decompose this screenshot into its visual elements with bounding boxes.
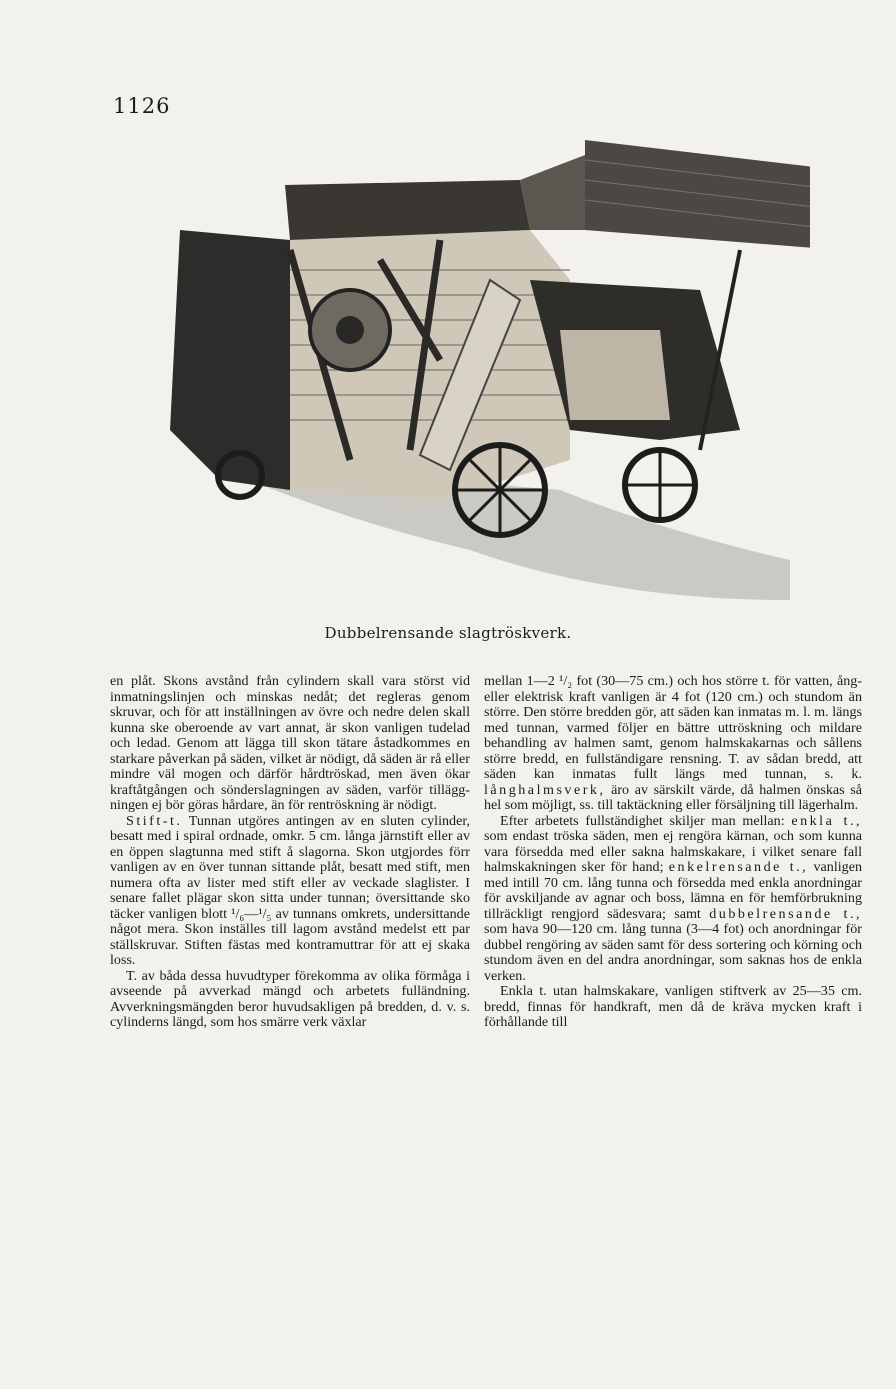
term-enkelrensande: enkelrensande t., bbox=[668, 859, 809, 875]
paragraph: en plåt. Skons avstånd från cylindern skall vara störst vid inmatningslinjen och minskas nedåt; det regleras genom skruvar, och för att inställningen av övre och nedre delen skall kunna ske oberoende av vart annat, är skon vanligen tudelad och ledad. Genom att lägga till skon tätare åstadkommes en starkare påverkan på säden, vilket är nödigt, då säden är rå eller mindre väl mogen och därför hårdtröskad, men även ökar kraftåtgången och sönderslagningen av säden, varför tilläggningen ej bör göras hårdare, än för rentröskning är nödigt. bbox=[110, 673, 470, 813]
paragraph-text: mellan 1—2 ¹/₂ fot (30—75 cm.) och hos större t. för vatten, ång- eller elektrisk kraft vanligen är 4 fot (120 cm.) och stundom än större. Den större bredden gör, att säden kan inmatas m. l. m. längs med tunnan, varmed följer en bättre uttröskning och mildare behandling av halmen samt, genom halmskakarnas och sållens större bredd, en fullständigare rensning. T. av sådan bredd, att säden kan inmatas fullt längs med tunnan, s. k. bbox=[484, 673, 862, 782]
paragraph-text: som endast tröska säden, men ej rengöra kärnan, och som kunna vara försedda med eller sakna halmskakare, i vilket senare fall halmskakningen sker för hand; bbox=[484, 828, 862, 875]
paragraph bbox=[484, 674, 862, 814]
paragraph: Enkla t. utan halmskakare, vanligen stiftverk av 25—35 cm. bredd, finnas för handkraft, men då de kräva mycken kraft i förhållande till bbox=[484, 983, 862, 1030]
term-dubbelrensande: dubbelrensande t., bbox=[709, 905, 863, 922]
paragraph-text: som hava 90—120 cm. lång tunna (3—4 fot) och anordningar för dubbel rengöring av säden samt för dess sortering och körning och stundom även en del andra anordningar, som saknas hos de enkla verken. bbox=[484, 921, 862, 984]
term-enkla: enkla t., bbox=[791, 812, 862, 829]
paragraph bbox=[484, 814, 862, 985]
paragraph bbox=[110, 814, 470, 969]
page-number: 1126 bbox=[113, 94, 171, 118]
paragraph-text: Efter arbetets fullständighet skiljer man mellan: bbox=[500, 812, 785, 829]
term-stift: Stift-t. bbox=[126, 812, 183, 829]
threshing-machine-illustration bbox=[140, 130, 810, 620]
right-column bbox=[484, 674, 862, 1031]
left-column bbox=[110, 674, 470, 1031]
paragraph-text: vanligen med intill 70 cm. lång tunna och försedda med enkla anordningar för avskiljande av agnar och boss, lämna en för hemförbrukning tillräckligt rengjord sädesvara; samt bbox=[484, 859, 862, 922]
paragraph-text: äro av särskilt värde, då halmen önskas så hel som möjligt, ss. till taktäckning eller försäljning till lägerhalm. bbox=[484, 781, 863, 813]
figure-caption: Dubbelrensande slagtröskverk. bbox=[324, 624, 572, 642]
paragraph: T. av båda dessa huvudtyper förekomma av olika förmåga i avseende på avverkad mängd och arbetets fulländning. Avverkningsmängden beror huvudsakligen på bredden, d. v. s. cylinderns längd, som hos smärre verk växlar bbox=[110, 967, 470, 1030]
term-langhalmsverk: långhalmsverk, bbox=[484, 781, 606, 798]
paragraph-text: Tunnan utgöres antingen av en sluten cylinder, besatt med i spiral ordnade, omkr. 5 cm. långa järnstift eller av en öppen slagtunna med stift å slagorna. Skon utgjordes förr vanligen av en över tunnan sittande plåt, besatt med stift, men numera ofta av lister med stift eller av veckade slaglister. I senare fallet plägar skon sitta under tunnan; översittande sko täcker vanligen blott ¹/₆—¹/₅ av tunnans omkrets, undersittande något mera. Skon inställes till lagom avstånd medelst ett par ställskruvar. Stiften fästas med kontramuttrar för att ej skaka loss. bbox=[110, 812, 470, 968]
